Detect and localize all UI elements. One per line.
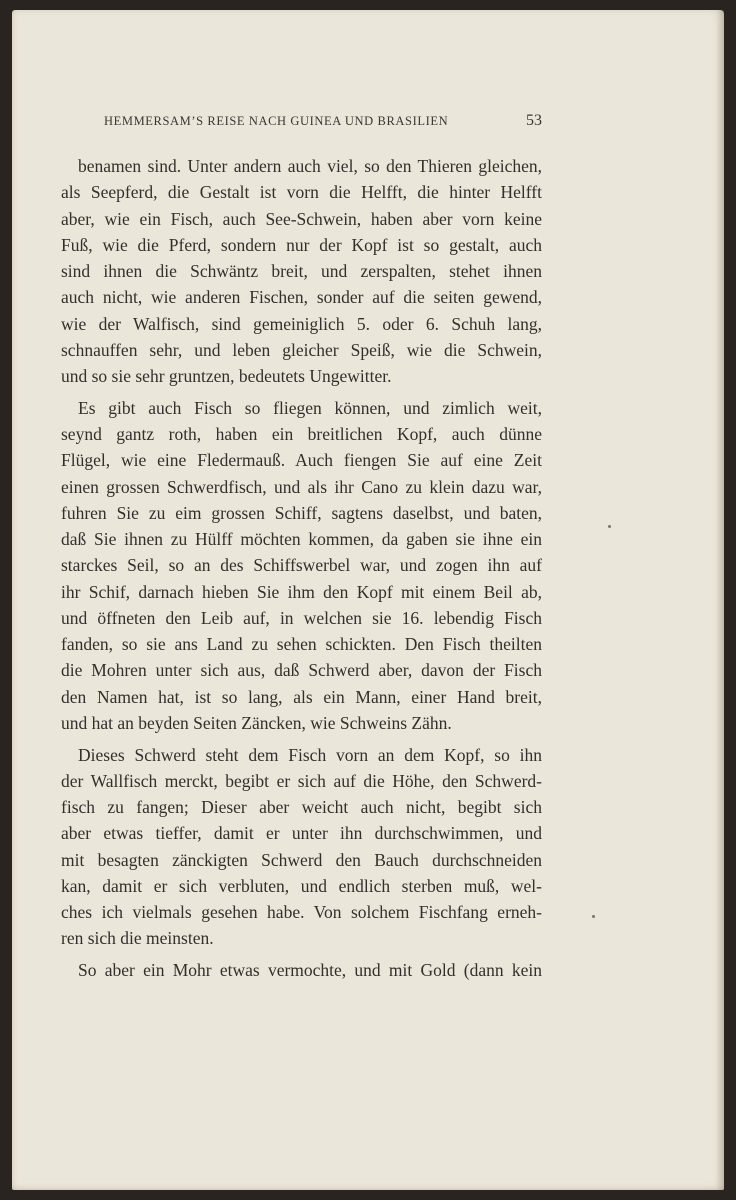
text-line: fuhren Sie zu eim grossen Schiff, sagtens daselbst, und baten, (61, 502, 542, 523)
text-line: benamen sind. Unter andern auch viel, so den Thieren gleichen, (78, 156, 542, 176)
text-line: Es gibt auch Fisch so fliegen können, und zimlich weit, (78, 397, 542, 418)
paragraph (61, 395, 542, 736)
page-header (104, 112, 542, 136)
text-line: Dieses Schwerd steht dem Fisch vorn an dem Kopf, so ihn (78, 744, 542, 765)
text-line: kan, damit er sich verbluten, und endlich sterben muß, wel- (61, 875, 542, 896)
text-line: So aber ein Mohr etwas vermochte, und mit Gold (dann kein (78, 960, 542, 980)
text-line: und hat an beyden Seiten Zäncken, wie Schweins Zähn. (61, 712, 452, 733)
body-text (61, 153, 542, 983)
text-line: starckes Seil, so an des Schiffswerbel war, und zogen ihn auf (61, 555, 542, 576)
text-line: auch nicht, wie anderen Fischen, sonder auf die seiten gewend, (61, 287, 542, 308)
text-line: einen grossen Schwerdfisch, und als ihr Cano zu klein dazu war, (61, 476, 542, 497)
text-line: und so sie sehr gruntzen, bedeutets Ungewitter. (61, 366, 392, 386)
text-line: fisch zu fangen; Dieser aber weicht auch nicht, begibt sich (61, 797, 542, 817)
paragraph (61, 957, 542, 983)
text-line: fanden, so sie ans Land zu sehen schickten. Den Fisch theilten (61, 634, 542, 654)
text-line: den Namen hat, ist so lang, als ein Mann, einer Hand breit, (61, 686, 542, 707)
text-line: sind ihnen die Schwäntz breit, und zerspalten, stehet ihnen (61, 261, 542, 281)
text-line: ihr Schif, darnach hieben Sie ihm den Kopf mit einem Beil ab, (61, 581, 542, 602)
text-line: der Wallfisch merckt, begibt er sich auf die Höhe, den Schwerd- (61, 770, 542, 791)
running-title: HEMMERSAM’S REISE NACH GUINEA UND BRASILIEN (104, 114, 449, 128)
page-number: 53 (526, 112, 542, 129)
text-line: daß Sie ihnen zu Hülff möchten kommen, da gaben sie ihne ein (61, 529, 542, 549)
text-line: seynd gantz roth, haben ein breitlichen Kopf, auch dünne (61, 424, 542, 444)
text-line: aber etwas tieffer, damit er unter ihn durchschwimmen, und (61, 823, 542, 844)
page-edge-shadow (716, 10, 724, 1190)
text-line: Flügel, wie eine Fledermauß. Auch fiengen Sie auf eine Zeit (61, 450, 542, 471)
paper-speck (608, 525, 611, 528)
text-line: schnauffen sehr, und leben gleicher Speiß, wie die Schwein, (61, 339, 542, 360)
paper-speck (592, 915, 595, 918)
text-line: ren sich die meinsten. (61, 928, 214, 949)
text-line: mit besagten zänckigten Schwerd den Bauch durchschneiden (61, 849, 542, 870)
text-line: die Mohren unter sich aus, daß Schwerd aber, davon der Fisch (61, 660, 542, 681)
paragraph (61, 742, 542, 952)
book-page (12, 10, 724, 1190)
text-line: ches ich vielmals gesehen habe. Von solchem Fischfang erneh- (61, 902, 542, 922)
text-line: wie der Walfisch, sind gemeiniglich 5. oder 6. Schuh lang, (61, 313, 542, 334)
text-line: Fuß, wie die Pferd, sondern nur der Kopf ist so gestalt, auch (61, 234, 542, 255)
text-line: als Seepferd, die Gestalt ist vorn die Helfft, die hinter Helfft (61, 182, 542, 203)
text-line: aber, wie ein Fisch, auch See-Schwein, haben aber vorn keine (61, 208, 542, 229)
paragraph (61, 153, 542, 389)
text-line: und öffneten den Leib auf, in welchen sie 16. lebendig Fisch (61, 607, 542, 628)
